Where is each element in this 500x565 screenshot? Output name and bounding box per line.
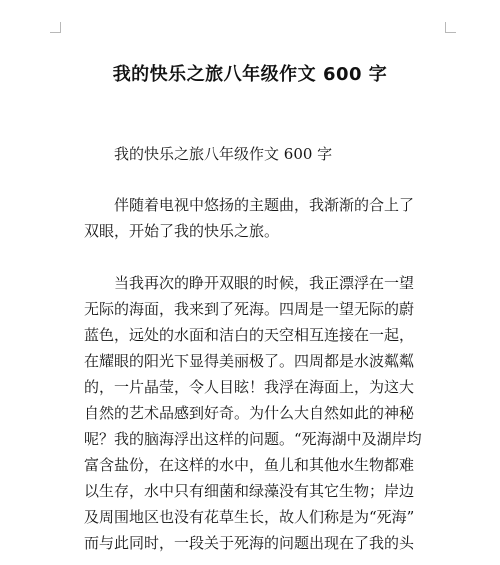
paragraph-line: 蓝色，远处的水面和洁白的天空相互连接在一起， [84, 326, 415, 344]
crop-mark-top-left [50, 22, 61, 33]
paragraph-2 [84, 270, 424, 556]
paragraph-line: 无际的海面，我来到了死海。四周是一望无际的蔚 [84, 300, 415, 318]
paragraph-line: 及周围地区也没有花草生长，故人们称是为“死海” [84, 508, 415, 526]
paragraph-line: 富含盐份，在这样的水中，鱼儿和其他水生物都难 [84, 456, 415, 474]
paragraph-line: 在耀眼的阳光下显得美丽极了。四周都是水波粼粼 [84, 352, 415, 370]
paragraph-line: 伴随着电视中悠扬的主题曲，我渐渐的合上了 [114, 196, 415, 214]
paragraph-line: 呢？我的脑海浮出这样的问题。“死海湖中及湖岸均 [84, 430, 422, 448]
paragraph-line: 以生存，水中只有细菌和绿藻没有其它生物；岸边 [84, 482, 415, 500]
paragraph-line: 自然的艺术品感到好奇。为什么大自然如此的神秘 [84, 404, 415, 422]
paragraph-line: 当我再次的睁开双眼的时候，我正漂浮在一望 [114, 274, 415, 292]
document-title: 我的快乐之旅八年级作文 600 字 [112, 64, 388, 85]
essay-heading: 我的快乐之旅八年级作文 600 字 [114, 145, 333, 163]
paragraph-line: 而与此同时，一段关于死海的问题出现在了我的头 [84, 534, 415, 552]
paragraph-line: 的，一片晶莹，令人目眩！我浮在海面上，为这大 [84, 378, 415, 396]
paragraph-line: 双眼，开始了我的快乐之旅。 [84, 222, 280, 240]
crop-mark-top-right [445, 22, 456, 33]
paragraph-1 [84, 192, 424, 244]
